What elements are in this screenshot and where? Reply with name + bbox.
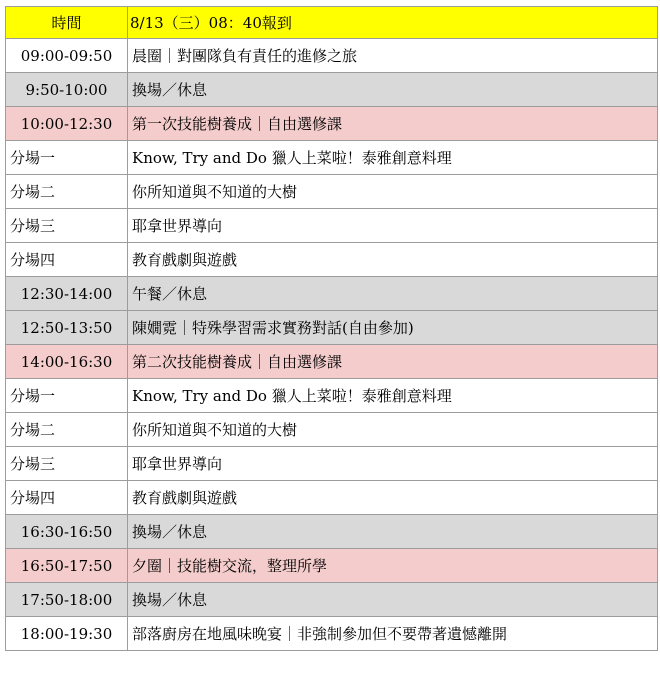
activity-cell: 換場／休息	[128, 515, 658, 549]
time-cell: 分場三	[6, 447, 128, 481]
date-header: 8/13（三）08：40報到	[128, 7, 658, 39]
activity-cell: 耶拿世界導向	[128, 209, 658, 243]
schedule-row	[6, 447, 658, 481]
time-cell: 分場三	[6, 209, 128, 243]
activity-cell: 部落廚房在地風味晚宴｜非強制參加但不要帶著遺憾離開	[128, 617, 658, 651]
schedule-row	[6, 481, 658, 515]
activity-cell: 你所知道與不知道的大樹	[128, 175, 658, 209]
schedule-row	[6, 345, 658, 379]
schedule-table	[5, 6, 658, 651]
time-cell: 09:00-09:50	[6, 39, 128, 73]
schedule-row	[6, 413, 658, 447]
activity-cell: Know, Try and Do 獵人上菜啦！泰雅創意料理	[128, 379, 658, 413]
time-cell: 分場一	[6, 379, 128, 413]
time-cell: 12:50-13:50	[6, 311, 128, 345]
activity-cell: 午餐／休息	[128, 277, 658, 311]
time-cell: 分場四	[6, 243, 128, 277]
schedule-row	[6, 141, 658, 175]
time-cell: 14:00-16:30	[6, 345, 128, 379]
schedule-row	[6, 243, 658, 277]
schedule-row	[6, 277, 658, 311]
time-cell: 18:00-19:30	[6, 617, 128, 651]
activity-cell: 換場／休息	[128, 73, 658, 107]
schedule-row	[6, 39, 658, 73]
activity-cell: 換場／休息	[128, 583, 658, 617]
time-cell: 9:50-10:00	[6, 73, 128, 107]
activity-cell: 陳嫺霓｜特殊學習需求實務對話(自由參加)	[128, 311, 658, 345]
activity-cell: 教育戲劇與遊戲	[128, 243, 658, 277]
time-cell: 分場二	[6, 175, 128, 209]
activity-cell: 第一次技能樹養成｜自由選修課	[128, 107, 658, 141]
schedule-row	[6, 209, 658, 243]
schedule-row	[6, 175, 658, 209]
activity-cell: 第二次技能樹養成｜自由選修課	[128, 345, 658, 379]
activity-cell: 夕圈｜技能樹交流，整理所學	[128, 549, 658, 583]
activity-cell: 耶拿世界導向	[128, 447, 658, 481]
time-cell: 12:30-14:00	[6, 277, 128, 311]
schedule-row	[6, 515, 658, 549]
schedule-row	[6, 549, 658, 583]
schedule-row	[6, 617, 658, 651]
schedule-row	[6, 583, 658, 617]
schedule-body	[6, 7, 658, 651]
schedule-row	[6, 311, 658, 345]
time-cell: 16:50-17:50	[6, 549, 128, 583]
activity-cell: 教育戲劇與遊戲	[128, 481, 658, 515]
time-cell: 分場四	[6, 481, 128, 515]
time-cell: 16:30-16:50	[6, 515, 128, 549]
schedule-row	[6, 379, 658, 413]
schedule-row	[6, 107, 658, 141]
activity-cell: 你所知道與不知道的大樹	[128, 413, 658, 447]
activity-cell: Know, Try and Do 獵人上菜啦！泰雅創意料理	[128, 141, 658, 175]
time-cell: 10:00-12:30	[6, 107, 128, 141]
time-cell: 17:50-18:00	[6, 583, 128, 617]
header-row	[6, 7, 658, 39]
activity-cell: 晨圈｜對團隊負有責任的進修之旅	[128, 39, 658, 73]
time-cell: 分場二	[6, 413, 128, 447]
time-cell: 分場一	[6, 141, 128, 175]
time-column-header: 時間	[6, 7, 128, 39]
schedule-row	[6, 73, 658, 107]
